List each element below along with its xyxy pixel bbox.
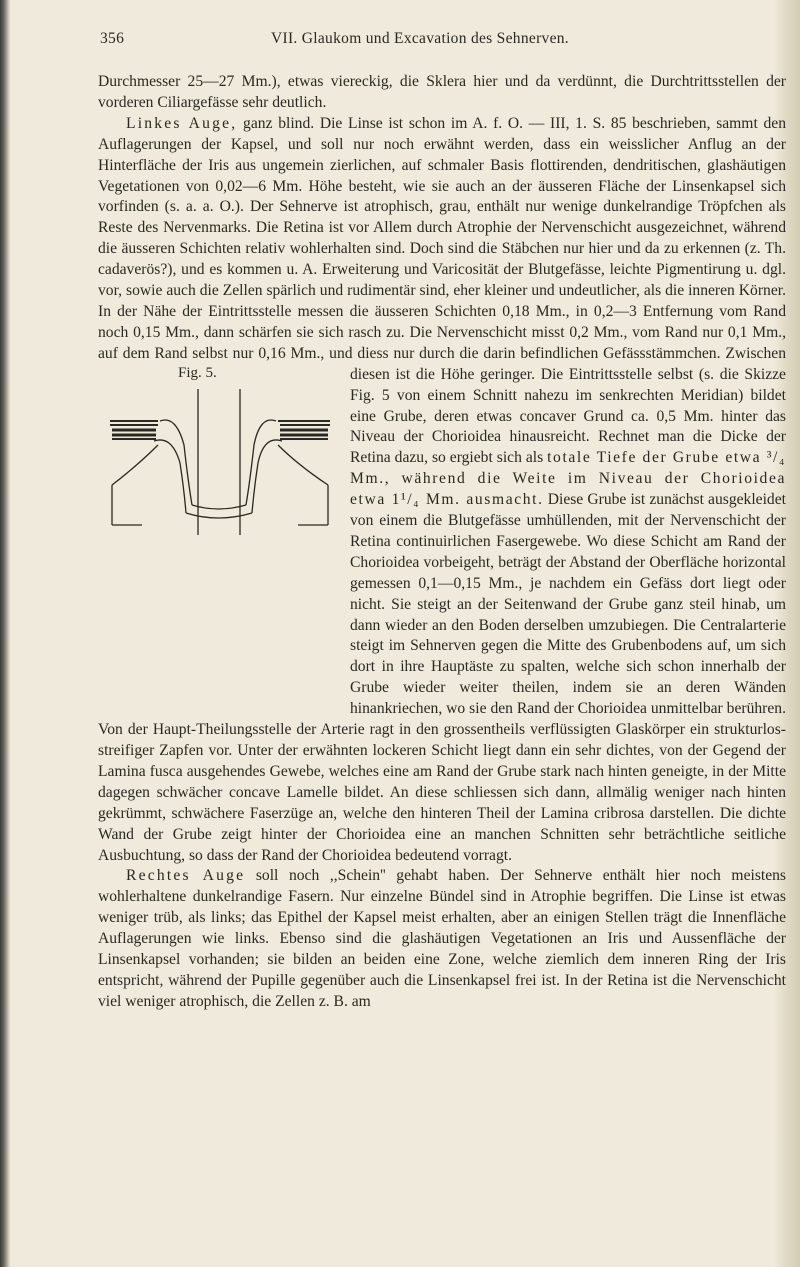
paragraph-text: Durchmesser 25—27 Mm.), etwas viereckig, die Sklera hier und da verdünnt, die Durchtrittsstellen der vorderen Ciliargefässe sehr deutlich. xyxy=(98,73,786,111)
paragraph-right-eye xyxy=(98,866,786,1012)
paragraph-continuation xyxy=(98,72,786,114)
spaced-emphasis: totale Tiefe der Grube etwa ³/₄ Mm., während die Weite im Niveau der Chorioidea etwa 1¹/₄ Mm. ausmacht. xyxy=(350,449,786,509)
paragraph-text: Diese Grube ist zunächst ausgekleidet von einem die Blutgefässe umhüllenden, mit der Nervenschicht der Retina continuirlichen Fasergewebe. Wo diese Schicht am Rand der Chorioidea vorbeigeht, beträgt der Abstand der Oberfläche horizontal gemessen 0,1—0,15 Mm., je nachdem ein Gefäss dort liegt oder nicht. Sie steigt an der Seitenwand der Grube ganz steil hinab, um dann wieder an den Boden derselben umzubiegen. Die Centralarterie steigt im Sehnerven gegen die Mitte des Grubenbodens auf, um sich dort in ihre Hauptäste zu spalten, welche sich schon innerhalb der Grube wieder weiter theilen, indem sie an deren Wänden hinankriechen, wo sie den Rand der Chorioidea unmittelbar berühren. Von der Haupt-Theilungsstelle der Arterie ragt in den grossentheils verflüssigten Glaskörper ein strukturlos-streifiger Zapfen vor. Unter der erwähnten lockeren Schicht liegt dann ein sehr dichtes, von der Gegend der Lamina fusca ausgehendes Gewebe, welches eine am Rand der Grube stark nach hinten geneigte, in der Mitte dagegen schwächer concave Lamelle bildet. An diese schliessen sich dann, allmälig weniger nach hinten gekrümmt, schwächere Faserzüge an, welche den hinteren Theil der Lamina cribrosa darstellen. Die dichte Wand der Grube zeigt hinter der Chorioidea eine an manchen Schnitten sehr beträchtliche seitliche Ausbuchtung, so dass der Rand der Chorioidea bedeutend vorragt. xyxy=(98,491,786,864)
paragraph-lead: Rechtes Auge xyxy=(126,867,246,885)
optic-nerve-excavation-sketch xyxy=(98,385,342,535)
paragraph-lead: Linkes Auge, xyxy=(126,114,238,132)
figure-5 xyxy=(98,365,342,725)
paragraph-text: soll noch ,,Schein'' gehabt haben. Der Sehnerve enthält hier noch meistens wohlerhaltene dunkelrandige Fasern. Nur einzelne Bündel sind in Atrophie begriffen. Die Linse ist etwas weniger trüb, als links; das Epithel der Kapsel meist erhalten, aber an einigen Stellen trägt die Innenfläche Auflagerungen wie links. Ebenso sind die glashäutigen Vegetationen an Iris und Aussenfläche der Linsenkapsel vorhanden; sie bilden an beiden eine Zone, welche ziemlich dem inneren Ring der Iris entspricht, während der Pupille gegenüber auch die Linsenkapsel frei ist. In der Retina ist die Nervenschicht viel weniger atrophisch, die Zellen z. B. am xyxy=(98,867,787,1010)
running-title: VII. Glaukom und Excavation des Sehnerven. xyxy=(271,30,569,47)
page-number: 356 xyxy=(100,30,125,47)
scan-binding-shadow-left xyxy=(0,0,10,1267)
figure-label: Fig. 5. xyxy=(178,364,217,381)
running-header xyxy=(100,30,740,52)
paragraph-text: ganz blind. Die Linse ist schon im A. f. O. — III, 1. S. 85 beschrieben, sammt den Auflagerungen der Kapsel, und soll nur noch erwähnt werden, dass ein weisslicher Anflug an der Hinterfläche der Iris aus ungemein zierlichen, auf schmaler Basis flottirenden, dendritischen, glashäutigen Vegetationen von 0,02—6 Mm. Höhe besteht, wie sie auch an der äusseren Fläche der Linsenkapsel sich vorfinden (s. a. a. O.). Der Sehnerve ist atrophisch, grau, enthält nur wenige dunkelrandige Tröpfchen als Reste des Nervenmarks. Die Retina ist vor Allem durch Atrophie der Nervenschicht ausgezeichnet, während die äusseren Schichten relativ wohlerhalten sind. Doch sind die Stäbchen nur hier und da zu erkennen (z. Th. cadaverös?), und es kommen u. A. Erweiterung und Varicosität der Blutgefässe, leichte Pigmentirung u. dgl. vor, sowie auch die Zellen spärlich und rudimentär sind, eher kleiner und undeutlicher, als die inneren Körner. In der Nähe der Eintrittsstelle messen die äusseren Schichten 0,18 Mm., in 0,2—3 Entfernung vom Rand noch 0,15 Mm., dann schärfen sie sich rasch zu. Die Nervenschicht misst 0,2 Mm., vom Rand nur 0,1 Mm., auf dem Rand selbst nur 0,16 Mm., und diess nur durch die darin befindlichen Gefässstämmchen. Zwischen diesen ist die Höhe geringer. Die Eintrittsstelle selbst (s. die Skizze Fig. 5 von einem Schnitt nahezu im senkrechten Meridian) bildet eine Grube, deren etwas concaver Grund ca. 0,5 Mm. hinter das Niveau der Chorioidea hinausreicht. Rechnet man die Dicke der Retina dazu, so ergiebt sich als xyxy=(98,115,786,467)
